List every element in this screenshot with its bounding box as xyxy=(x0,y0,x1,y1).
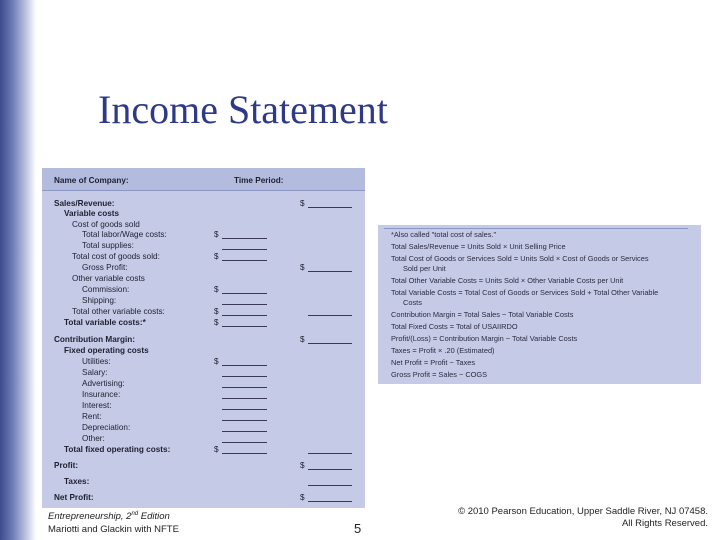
row-fixed-costs: Fixed operating costs xyxy=(64,346,149,355)
row-taxes: Taxes: xyxy=(64,477,90,486)
row-total-cogs: Total cost of goods sold: xyxy=(72,252,160,261)
row-interest: Interest: xyxy=(82,401,112,410)
footer-copyright xyxy=(408,506,708,530)
copyright-line: © 2010 Pearson Education, Upper Saddle River, NJ 07458. xyxy=(458,506,708,517)
note-line: Costs xyxy=(403,298,422,307)
amount-blank xyxy=(222,260,267,261)
amount-blank xyxy=(308,271,352,272)
note-line: Total Other Variable Costs = Units Sold × Other Variable Costs per Unit xyxy=(391,276,624,285)
dollar-sign: $ xyxy=(300,493,305,502)
slide-title: Income Statement xyxy=(98,87,388,132)
row-total-fixed: Total fixed operating costs: xyxy=(64,445,171,454)
row-depreciation: Depreciation: xyxy=(82,423,131,432)
dollar-sign: $ xyxy=(214,307,219,316)
row-total-variable: Total variable costs:* xyxy=(64,318,146,327)
row-shipping: Shipping: xyxy=(82,296,117,305)
amount-blank xyxy=(222,249,267,250)
page-number: 5 xyxy=(354,521,362,536)
note-line: Profit/(Loss) = Contribution Margin − Total Variable Costs xyxy=(391,334,578,343)
amount-blank xyxy=(222,453,267,454)
note-line: Total Cost of Goods or Services Sold = Units Sold × Cost of Goods or Services xyxy=(391,254,649,263)
amount-blank xyxy=(222,409,267,410)
amount-blank xyxy=(308,453,352,454)
dollar-sign: $ xyxy=(300,461,305,470)
side-accent-bar xyxy=(0,0,36,540)
header-company-label: Name of Company: xyxy=(54,176,129,185)
dollar-sign: $ xyxy=(300,199,305,208)
amount-blank xyxy=(222,431,267,432)
row-cogs: Cost of goods sold xyxy=(72,220,140,229)
row-profit: Profit: xyxy=(54,461,79,470)
rights-line: All Rights Reserved. xyxy=(621,518,708,529)
footer-authors: Mariotti and Glackin with NFTE xyxy=(48,524,179,536)
amount-blank xyxy=(308,207,352,208)
row-net-profit: Net Profit: xyxy=(54,493,94,502)
formula-notes-box xyxy=(378,225,701,384)
note-line: Total Variable Costs = Total Cost of Goods or Services Sold + Total Other Variable xyxy=(391,288,659,297)
amount-blank xyxy=(222,315,267,316)
dollar-sign: $ xyxy=(214,357,219,366)
dollar-sign: $ xyxy=(214,445,219,454)
note-line: Gross Profit = Sales − COGS xyxy=(391,370,488,379)
note-line: Taxes = Profit × .20 (Estimated) xyxy=(391,346,495,355)
amount-blank xyxy=(222,238,267,239)
row-variable-costs: Variable costs xyxy=(64,209,120,218)
amount-blank xyxy=(308,343,352,344)
row-supplies: Total supplies: xyxy=(82,241,134,250)
income-statement-form xyxy=(42,168,365,508)
amount-blank xyxy=(222,293,267,294)
amount-blank xyxy=(222,326,267,327)
row-utilities: Utilities: xyxy=(82,357,111,366)
amount-blank xyxy=(308,469,352,470)
amount-blank xyxy=(222,398,267,399)
note-line: *Also called "total cost of sales." xyxy=(391,230,497,239)
row-commission: Commission: xyxy=(82,285,130,294)
row-total-other-variable: Total other variable costs: xyxy=(72,307,165,316)
footer-edition: Entrepreneurship, 2nd Edition xyxy=(48,511,170,523)
footer-book-credit xyxy=(48,508,179,536)
row-advertising: Advertising: xyxy=(82,379,125,388)
amount-blank xyxy=(222,420,267,421)
row-contribution-margin: Contribution Margin: xyxy=(54,335,135,344)
dollar-sign: $ xyxy=(214,230,219,239)
dollar-sign: $ xyxy=(300,263,305,272)
dollar-sign: $ xyxy=(214,252,219,261)
row-other: Other: xyxy=(82,434,105,443)
row-labor: Total labor/Wage costs: xyxy=(82,230,167,239)
amount-blank xyxy=(222,387,267,388)
amount-blank xyxy=(308,485,352,486)
header-period-label: Time Period: xyxy=(234,176,284,185)
note-line: Contribution Margin = Total Sales − Total Variable Costs xyxy=(391,310,574,319)
note-line: Total Sales/Revenue = Units Sold × Unit Selling Price xyxy=(391,242,566,251)
amount-blank xyxy=(308,315,352,316)
amount-blank xyxy=(222,376,267,377)
note-line: Total Fixed Costs = Total of USAIIRDO xyxy=(391,322,518,331)
dollar-sign: $ xyxy=(214,285,219,294)
note-line: Net Profit = Profit − Taxes xyxy=(391,358,476,367)
note-line: Sold per Unit xyxy=(403,264,446,273)
dollar-sign: $ xyxy=(300,335,305,344)
row-rent: Rent: xyxy=(82,412,102,421)
row-gross-profit: Gross Profit: xyxy=(82,263,128,272)
amount-blank xyxy=(222,442,267,443)
row-sales: Sales/Revenue: xyxy=(54,199,115,208)
row-insurance: Insurance: xyxy=(82,390,121,399)
amount-blank xyxy=(222,304,267,305)
amount-blank xyxy=(308,501,352,502)
row-salary: Salary: xyxy=(82,368,108,377)
notes-divider xyxy=(384,228,688,229)
dollar-sign: $ xyxy=(214,318,219,327)
amount-blank xyxy=(222,365,267,366)
row-other-variable: Other variable costs xyxy=(72,274,145,283)
